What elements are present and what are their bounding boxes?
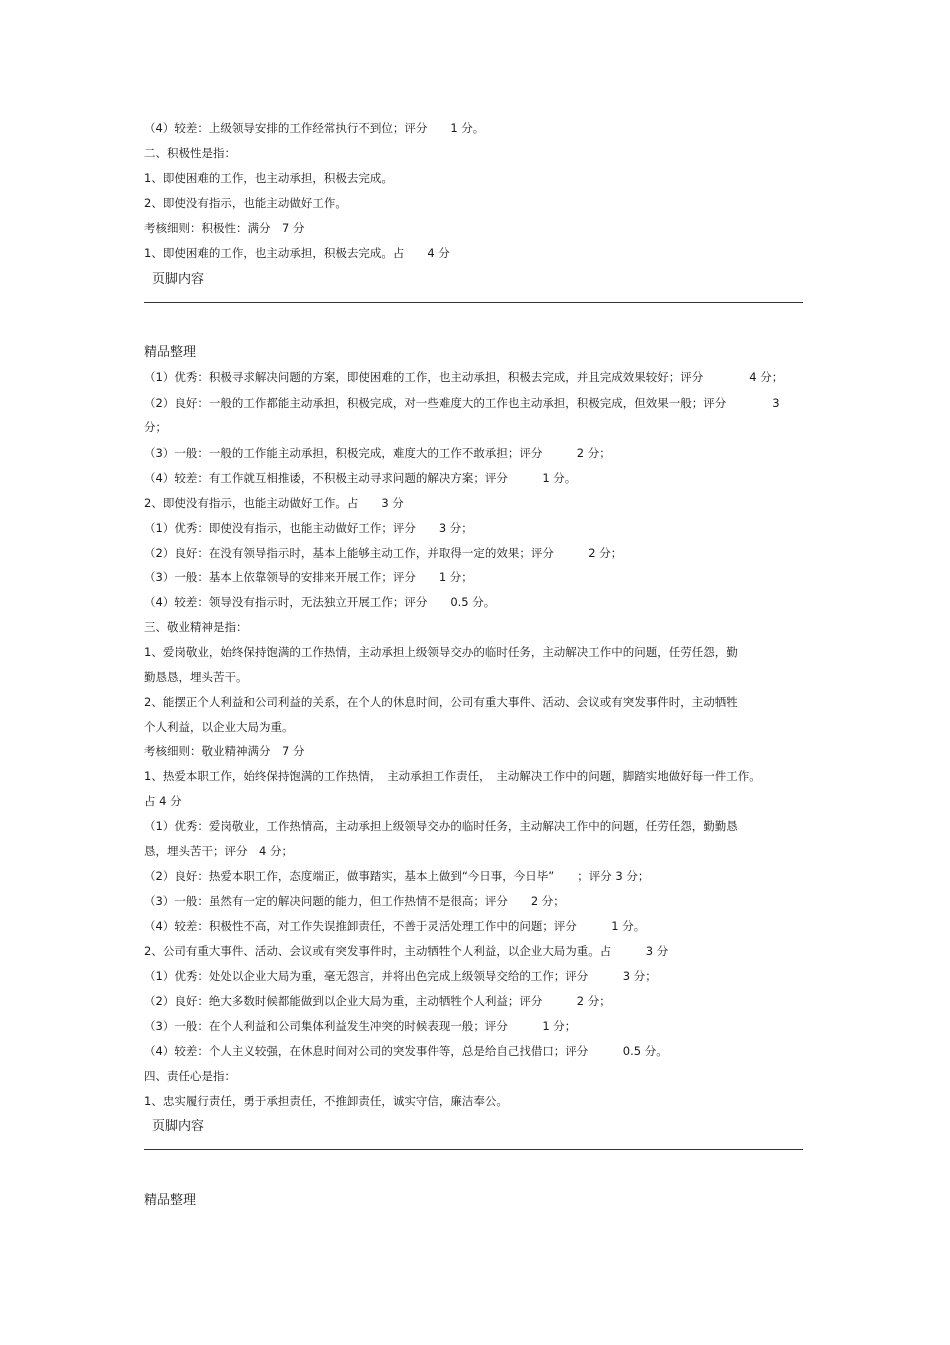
text-line: 1、热爱本职工作，始终保持饱满的工作热情， 主动承担工作责任， 主动解决工作中的问题，脚踏实地做好每一件工作。 xyxy=(144,769,761,783)
text-line: （4）较差：上级领导安排的工作经常执行不到位；评分 1 分。 xyxy=(144,121,485,135)
text-line: 2、能摆正个人利益和公司利益的关系，在个人的休息时间，公司有重大事件、活动、会议或有突发事件时，主动牺牲 xyxy=(144,695,738,709)
text-line: 1、即使困难的工作，也主动承担，积极去完成。占 4 分 xyxy=(144,246,450,260)
page-footer: 页脚内容 xyxy=(152,272,205,287)
page-header: 精品整理 xyxy=(144,1193,197,1208)
text-line: （1）优秀：爱岗敬业，工作热情高，主动承担上级领导交办的临时任务，主动解决工作中的问题，任劳任怨，勤勤恳 xyxy=(144,819,738,833)
text-line: （3）一般：虽然有一定的解决问题的能力，但工作热情不是很高；评分 2 分； xyxy=(144,894,565,908)
text-line: 恳，埋头苦干；评分 4 分； xyxy=(144,844,293,858)
text-line: （4）较差：领导没有指示时，无法独立开展工作；评分 0.5 分。 xyxy=(144,595,496,609)
text-line: 个人利益，以企业大局为重。 xyxy=(144,720,294,734)
section-heading: 四、责任心是指： xyxy=(144,1069,236,1083)
text-line: （2）良好：绝大多数时候都能做到以企业大局为重，主动牺牲个人利益；评分 2 分； xyxy=(144,994,611,1008)
text-line: 1、即使困难的工作，也主动承担，积极去完成。 xyxy=(144,171,393,185)
text-line: （2）良好：一般的工作都能主动承担，积极完成，对一些难度大的工作也主动承担，积极完成，但效果一般；评分 3 xyxy=(144,396,780,410)
page-footer: 页脚内容 xyxy=(152,1119,205,1134)
text-line: 考核细则：积极性：满分 7 分 xyxy=(144,221,305,235)
text-line: 2、即使没有指示，也能主动做好工作。占 3 分 xyxy=(144,496,404,510)
section-heading: 三、敬业精神是指： xyxy=(144,620,248,634)
text-line: 1、爱岗敬业，始终保持饱满的工作热情，主动承担上级领导交办的临时任务，主动解决工作中的问题，任劳任怨，勤 xyxy=(144,645,738,659)
text-line: 占 4 分 xyxy=(144,794,182,808)
page-header: 精品整理 xyxy=(144,345,197,360)
text-line: 2、公司有重大事件、活动、会议或有突发事件时，主动牺牲个人利益，以企业大局为重。占 3 分 xyxy=(144,944,669,958)
text-line: （1）优秀：处处以企业大局为重，毫无怨言，并将出色完成上级领导交给的工作；评分 3 分； xyxy=(144,969,657,983)
text-line: （4）较差：个人主义较强，在休息时间对公司的突发事件等，总是给自己找借口；评分 0.5 分。 xyxy=(144,1044,668,1058)
text-line: （4）较差：积极性不高，对工作失误推卸责任，不善于灵活处理工作中的问题；评分 1 分。 xyxy=(144,919,646,933)
footer-divider xyxy=(144,302,803,303)
text-line: （2）良好：在没有领导指示时，基本上能够主动工作，并取得一定的效果；评分 2 分； xyxy=(144,546,623,560)
text-line: （2）良好：热爱本职工作，态度端正，做事踏实，基本上做到“今日事，今日毕” ；评分 3 分； xyxy=(144,869,650,883)
text-line: （1）优秀：积极寻求解决问题的方案，即使困难的工作，也主动承担，积极去完成，并且完成效果较好；评分 4 分； xyxy=(144,370,784,384)
text-line: 2、即使没有指示，也能主动做好工作。 xyxy=(144,196,347,210)
text-line: （1）优秀：即使没有指示，也能主动做好工作；评分 3 分； xyxy=(144,521,473,535)
text-line: 勤恳恳，埋头苦干。 xyxy=(144,670,248,684)
footer-divider xyxy=(144,1149,803,1150)
text-line: 考核细则：敬业精神满分 7 分 xyxy=(144,744,305,758)
text-line: （3）一般：基本上依靠领导的安排来开展工作；评分 1 分； xyxy=(144,570,473,584)
text-line: （3）一般：一般的工作能主动承担，积极完成，难度大的工作不敢承担；评分 2 分； xyxy=(144,446,611,460)
text-line: （3）一般：在个人利益和公司集体利益发生冲突的时候表现一般；评分 1 分； xyxy=(144,1019,577,1033)
text-line: （4）较差：有工作就互相推诿，不积极主动寻求问题的解决方案；评分 1 分。 xyxy=(144,471,577,485)
text-line: 1、忠实履行责任，勇于承担责任，不推卸责任，诚实守信，廉洁奉公。 xyxy=(144,1094,508,1108)
section-heading: 二、积极性是指： xyxy=(144,146,236,160)
text-line: 分； xyxy=(144,420,167,434)
